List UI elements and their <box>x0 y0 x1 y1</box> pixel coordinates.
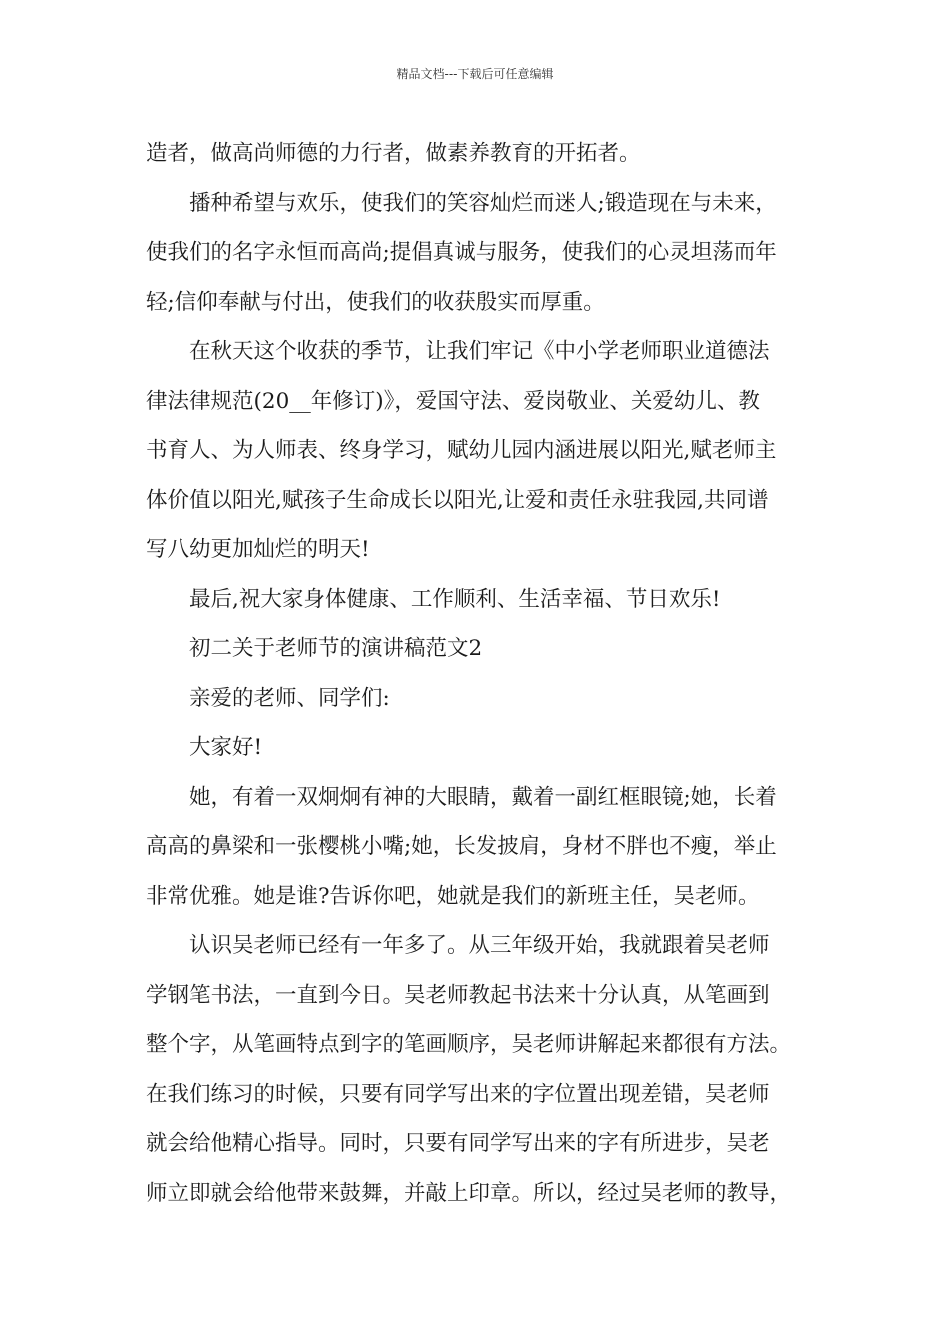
text-line: 写八幼更加灿烂的明天! <box>146 537 370 562</box>
text-line: 在我们练习的时候，只要有同学写出来的字位置出现差错，吴老师 <box>146 1081 770 1107</box>
text-line: 师立即就会给他带来鼓舞，并敲上印章。所以，经过吴老师的教导， <box>146 1180 792 1206</box>
text-line: 在秋天这个收获的季节，让我们牢记《中小学老师职业道德法 <box>189 339 770 364</box>
text-line: 书育人、为人师表、终身学习，赋幼儿园内涵进展以阳光,赋老师主 <box>146 438 777 463</box>
text-line: 轻;信仰奉献与付出，使我们的收获殷实而厚重。 <box>146 289 605 315</box>
page-header: 精品文档---下载后可任意编辑 <box>396 67 554 81</box>
text-line: 非常优雅。她是谁?告诉你吧，她就是我们的新班主任，吴老师。 <box>146 883 760 909</box>
text-line: 最后,祝大家身体健康、工作顺利、生活幸福、节日欢乐! <box>189 586 721 612</box>
text-line: 造者，做高尚师德的力行者，做素养教育的开拓者。 <box>146 141 641 166</box>
text-line: 亲爱的老师、同学们: <box>189 685 390 711</box>
text-line: 初二关于老师节的演讲稿范文2 <box>189 636 483 661</box>
text-line: 整个字，从笔画特点到字的笔画顺序，吴老师讲解起来都很有方法。 <box>146 1032 792 1057</box>
text-line: 高高的鼻梁和一张樱桃小嘴;她，长发披肩，身材不胖也不瘦，举止 <box>146 834 777 859</box>
text-line: 律法律规范(20__年修订)》，爱国守法、爱岗敬业、关爱幼儿、教 <box>146 388 760 414</box>
text-line: 使我们的名字永恒而高尚;提倡真诚与服务，使我们的心灵坦荡而年 <box>146 240 777 265</box>
text-line: 她，有着一双炯炯有神的大眼睛，戴着一副红框眼镜;她，长着 <box>189 784 777 810</box>
text-line: 就会给他精心指导。同时，只要有同学写出来的字有所进步，吴老 <box>146 1131 770 1156</box>
document-body <box>146 129 826 1218</box>
text-line: 体价值以阳光,赋孩子生命成长以阳光,让爱和责任永驻我园,共同谱 <box>146 487 769 513</box>
text-line: 播种希望与欢乐，使我们的笑容灿烂而迷人;锻造现在与未来， <box>189 190 777 216</box>
text-line: 大家好! <box>189 735 263 760</box>
text-line: 学钢笔书法，一直到今日。吴老师教起书法来十分认真，从笔画到 <box>146 982 770 1008</box>
text-line: 认识吴老师已经有一年多了。从三年级开始，我就跟着吴老师 <box>189 933 770 958</box>
